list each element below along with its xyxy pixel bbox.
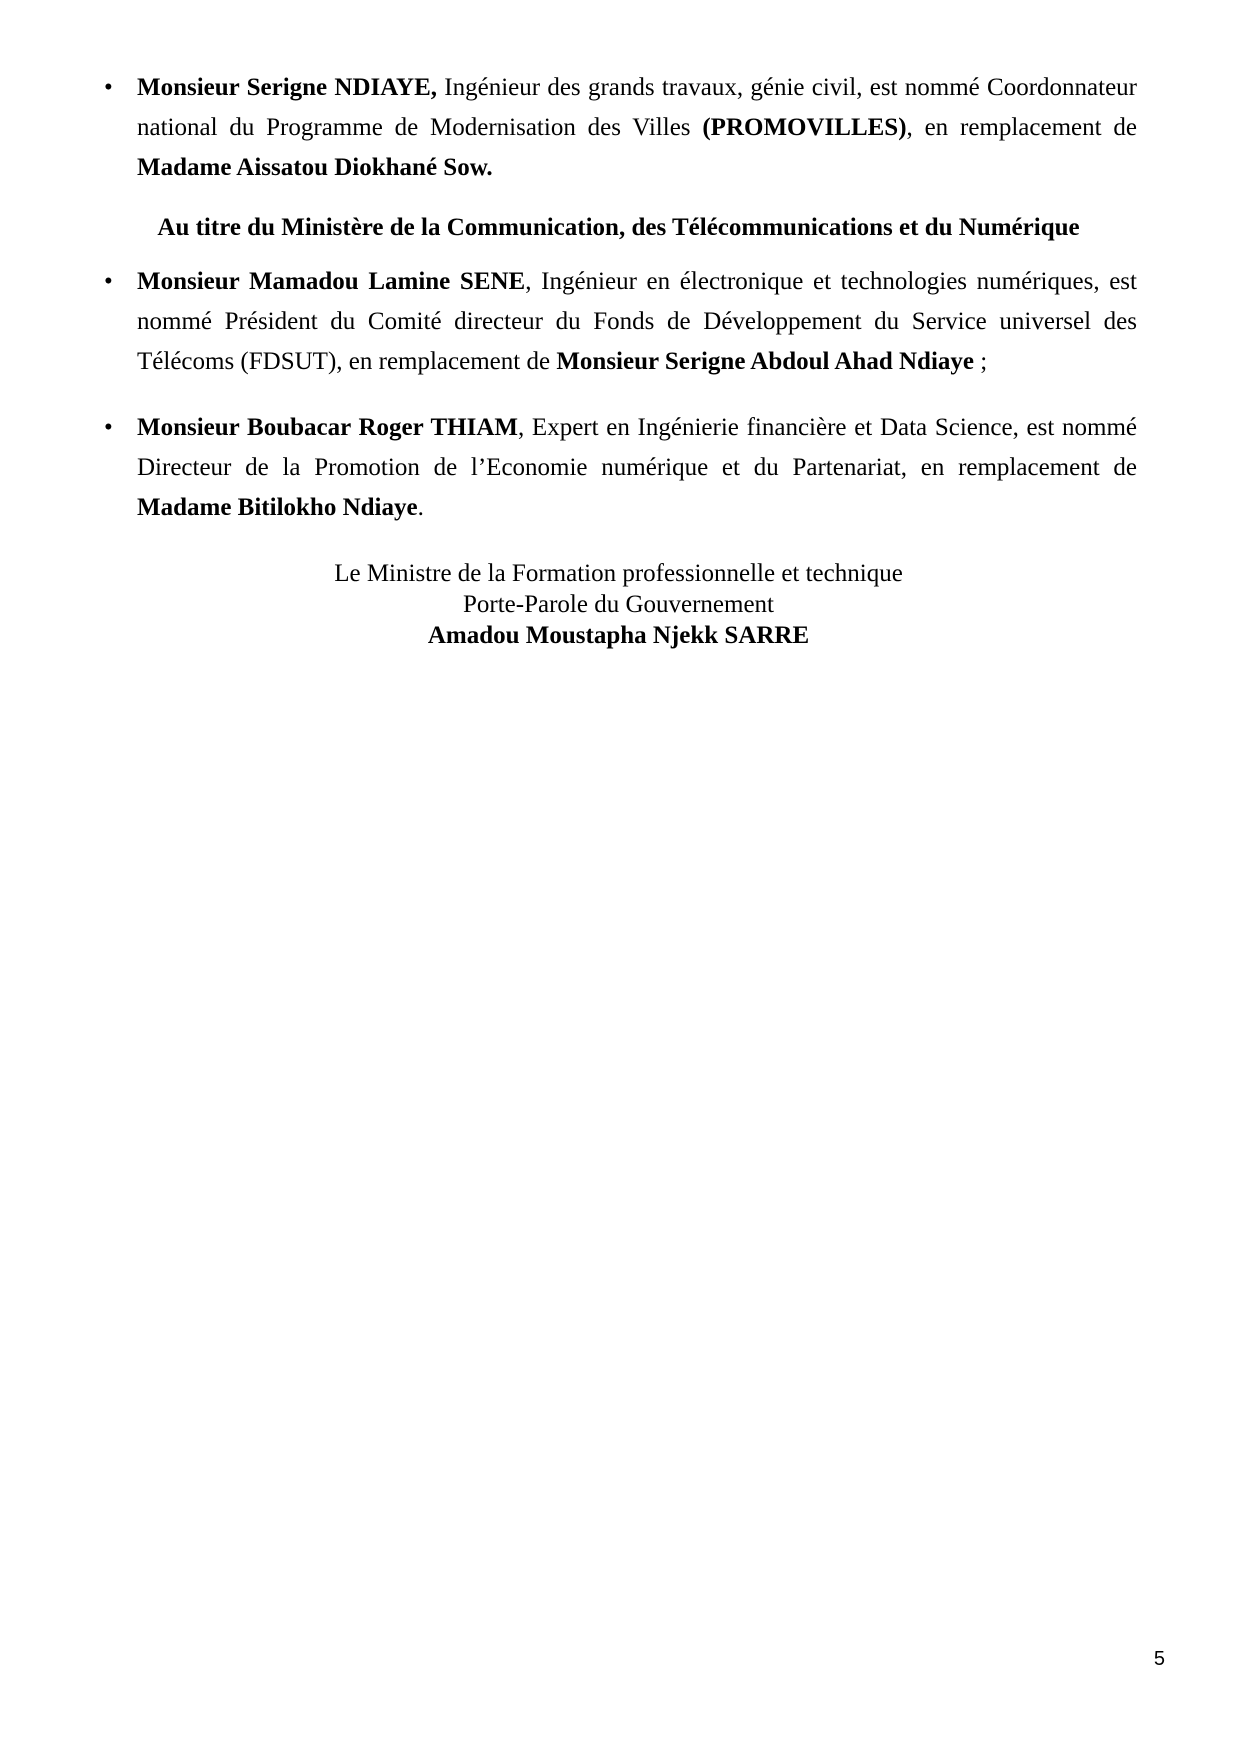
page-content: [100, 68, 1137, 651]
signature-title-line: Le Ministre de la Formation professionnelle et technique: [334, 560, 903, 587]
bullet-icon: •: [104, 74, 113, 101]
bullet-item: [100, 262, 1137, 382]
bullet-text: Monsieur Serigne NDIAYE, Ingénieur des grands travaux, génie civil, est nommé Coordonnateur national du Programme de Modernisation des Villes (PROMOVILLES), en remplacement de Madame Aissatou Diokhané Sow.: [137, 74, 1138, 181]
appointments-list-communication: [100, 262, 1137, 528]
signature-name-line: Amadou Moustapha Njekk SARRE: [427, 622, 810, 649]
signature-role-line: Porte-Parole du Gouvernement: [462, 591, 775, 618]
bullet-icon: •: [104, 414, 113, 441]
bullet-text: Monsieur Boubacar Roger THIAM, Expert en Ingénierie financière et Data Science, est nommé Directeur de la Promotion de l’Economie numérique et du Partenariat, en remplacement de Madame Bitilokho Ndiaye.: [137, 414, 1137, 521]
section-heading: Au titre du Ministère de la Communication, des Télécommunications et du Numérique: [157, 214, 1080, 241]
signature-block: [100, 558, 1137, 651]
bullet-icon: •: [104, 268, 113, 295]
bullet-item: [100, 408, 1137, 528]
appointments-list-top: [100, 68, 1137, 188]
bullet-item: [100, 68, 1137, 188]
bullet-text: Monsieur Mamadou Lamine SENE, Ingénieur en électronique et technologies numériques, est nommé Président du Comité directeur du Fonds de Développement du Service universel des Télécoms (FDSUT), en remplacement de Monsieur Serigne Abdoul Ahad Ndiaye ;: [137, 268, 1137, 375]
page-number: 5: [1153, 1648, 1165, 1670]
